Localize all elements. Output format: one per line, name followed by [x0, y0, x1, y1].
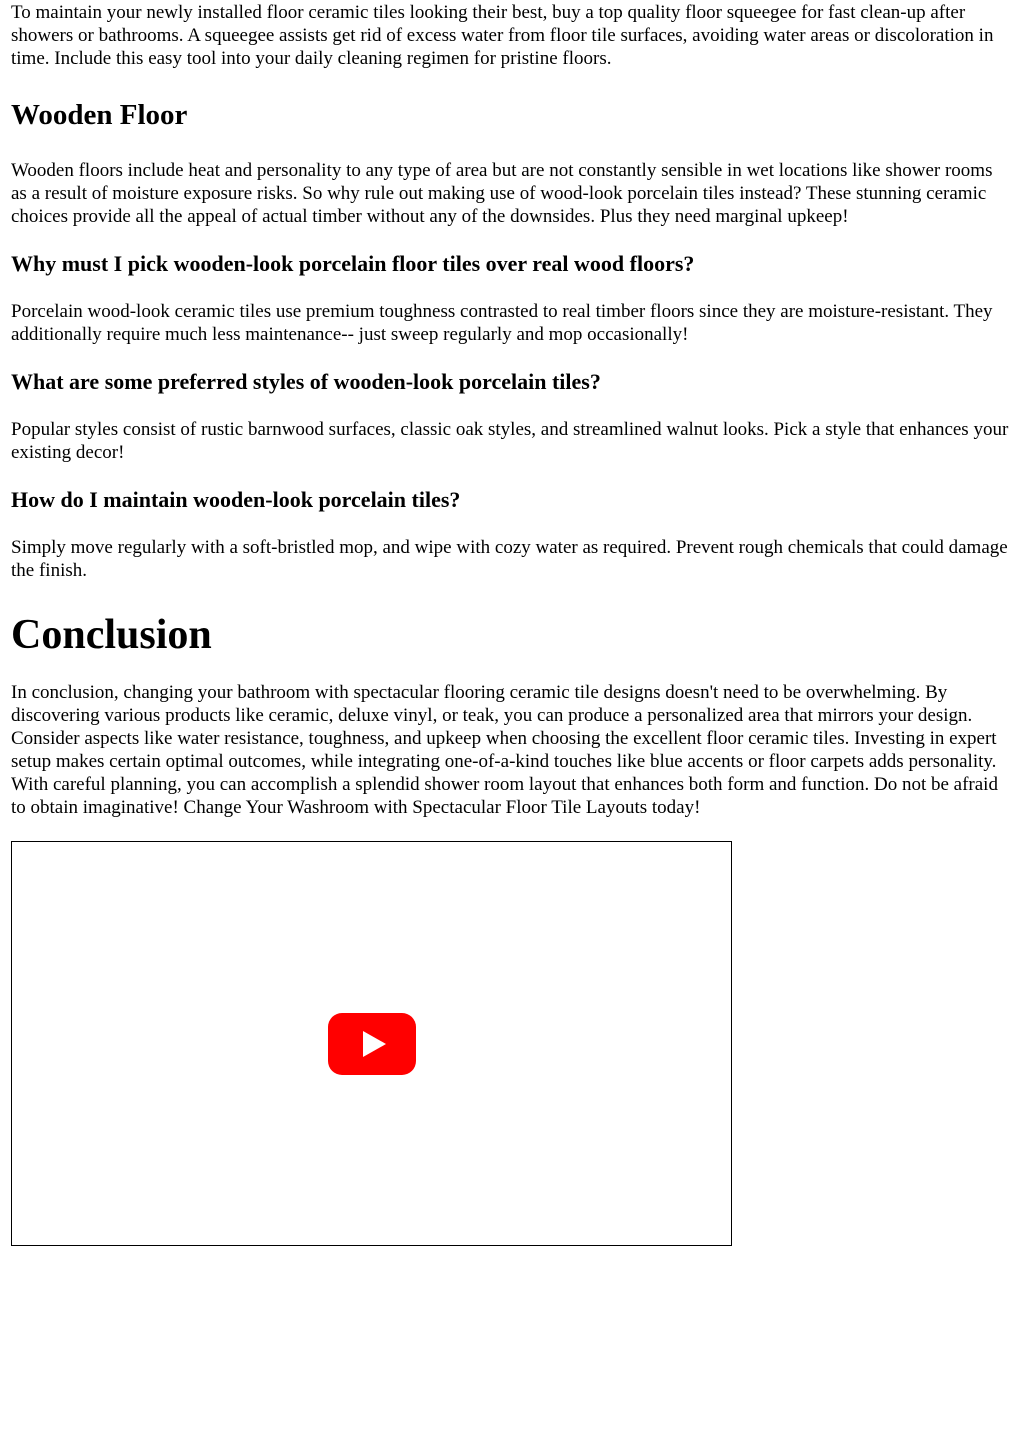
faq-question-2: What are some preferred styles of wooden-look porcelain tiles? — [11, 369, 601, 394]
conclusion-heading: Conclusion — [11, 612, 212, 658]
faq-answer-1: Porcelain wood-look ceramic tiles use premium toughness contrasted to real timber floors since they are moisture-resistant. They additionally require much less maintenance-- just sweep regularly and mop occasionally! — [11, 301, 993, 345]
video-embed[interactable] — [11, 841, 732, 1246]
wooden-floor-paragraph: Wooden floors include heat and personality to any type of area but are not constantly sensible in wet locations like shower rooms as a result of moisture exposure risks. So why rule out making use of wood-look porcelain tiles instead? These stunning ceramic choices provide all the appeal of actual timber without any of the downsides. Plus they need marginal upkeep! — [11, 160, 993, 227]
faq-answer-3: Simply move regularly with a soft-bristled mop, and wipe with cozy water as required. Prevent rough chemicals that could damage the finish. — [11, 537, 1008, 581]
intro-paragraph: To maintain your newly installed floor ceramic tiles looking their best, buy a top quality floor squeegee for fast clean-up after showers or bathrooms. A squeegee assists get rid of excess water from floor tile surfaces, avoiding water areas or discoloration in time. Include this easy tool into your daily cleaning regimen for pristine floors. — [11, 2, 994, 69]
faq-answer-2: Popular styles consist of rustic barnwood surfaces, classic oak styles, and streamlined walnut looks. Pick a style that enhances your existing decor! — [11, 419, 1009, 463]
youtube-play-icon[interactable] — [328, 1013, 416, 1075]
faq-question-3: How do I maintain wooden-look porcelain tiles? — [11, 487, 461, 512]
wooden-floor-heading: Wooden Floor — [11, 99, 188, 131]
conclusion-paragraph: In conclusion, changing your bathroom with spectacular flooring ceramic tile designs doesn't need to be overwhelming. By discovering various products like ceramic, deluxe vinyl, or teak, you can produce a personalized area that mirrors your design. Consider aspects like water resistance, toughness, and upkeep when choosing the excellent floor ceramic tiles. Investing in expert setup makes certain optimal outcomes, while integrating one-of-a-kind touches like blue accents or floor carpets adds personality. With careful planning, you can accomplish a splendid shower room layout that enhances both form and function. Do not be afraid to obtain imaginative! Change Your Washroom with Spectacular Floor Tile Layouts today! — [11, 682, 998, 818]
article — [0, 1, 1024, 1246]
faq-question-1: Why must I pick wooden-look porcelain floor tiles over real wood floors? — [11, 251, 695, 276]
